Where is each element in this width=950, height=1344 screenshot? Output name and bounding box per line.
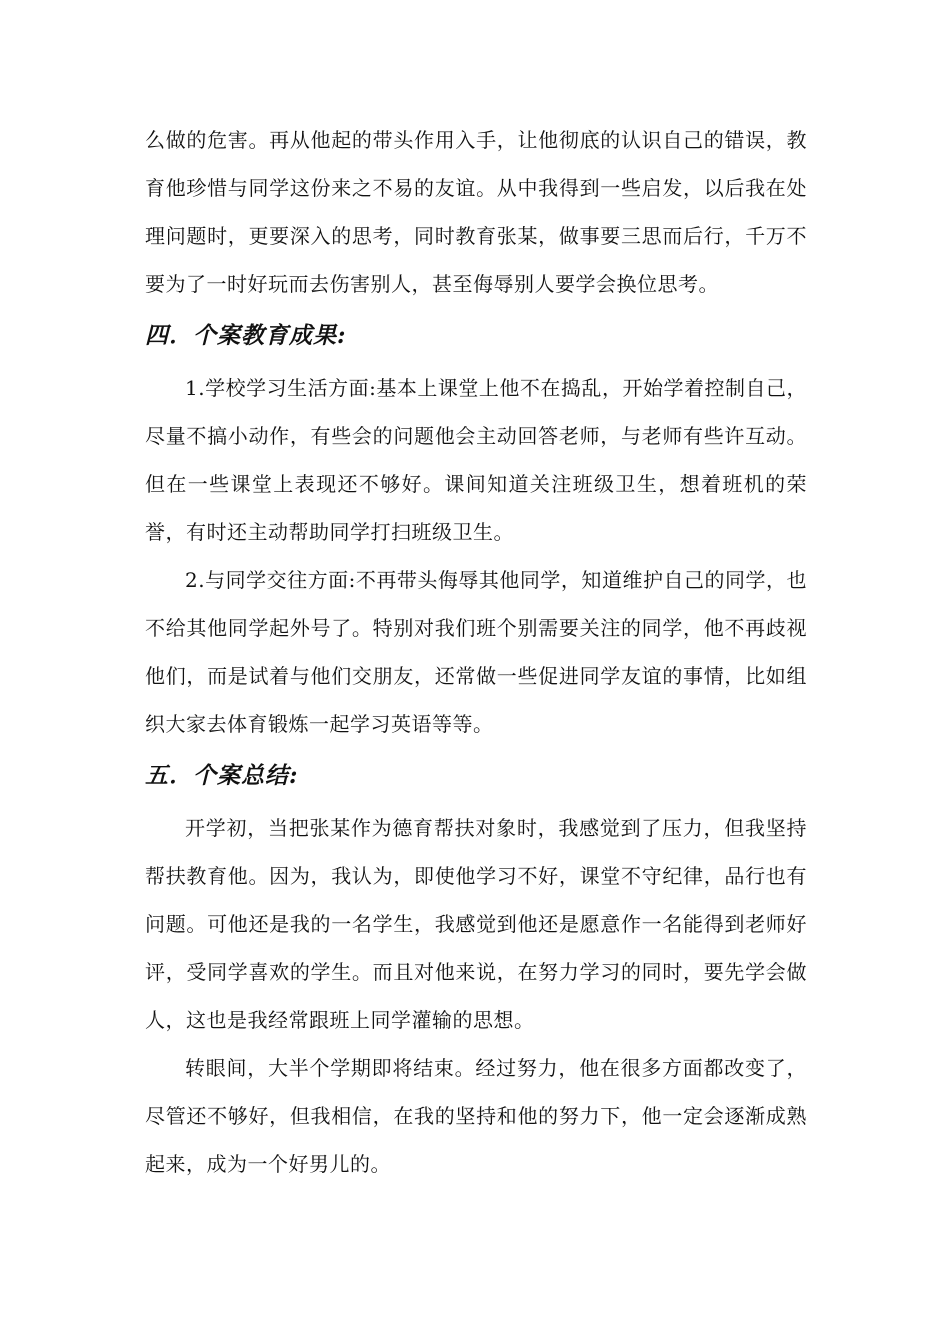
paragraph-summary-2: 转眼间，大半个学期即将结束。经过努力，他在很多方面都改变了，尽管还不够好，但我相信，在我的坚持和他的努力下，他一定会逐渐成熟起来，成为一个好男儿的。 [145, 1056, 807, 1176]
document-body [145, 116, 807, 1188]
paragraph-summary-1: 开学初，当把张某作为德育帮扶对象时，我感觉到了压力，但我坚持帮扶教育他。因为，我认为，即使他学习不好，课堂不守纪律，品行也有问题。可他还是我的一名学生，我感觉到他还是愿意作一名能得到老师好评，受同学喜欢的学生。而且对他来说，在努力学习的同时，要先学会做人，这也是我经常跟班上同学灌输的思想。 [145, 816, 807, 1032]
paragraph-continuation: 么做的危害。再从他起的带头作用入手，让他彻底的认识自己的错误，教育他珍惜与同学这份来之不易的友谊。从中我得到一些启发，以后我在处理问题时，更要深入的思考，同时教育张某，做事要三思而后行，千万不要为了一时好玩而去伤害别人，甚至侮辱别人要学会换位思考。 [145, 128, 807, 296]
section-heading-summary: 五．个案总结: [145, 762, 299, 789]
section-heading-outcomes: 四．个案教育成果: [145, 322, 347, 349]
paragraph-outcome-peer-relations: 2.与同学交往方面:不再带头侮辱其他同学，知道维护自己的同学，也不给其他同学起外号了。特别对我们班个别需要关注的同学，他不再歧视他们，而是试着与他们交朋友，还常做一些促进同学友谊的事情，比如组织大家去体育锻炼一起学习英语等等。 [145, 568, 807, 736]
paragraph-outcome-school-life: 1.学校学习生活方面:基本上课堂上他不在捣乱，开始学着控制自己，尽量不搞小动作，有些会的问题他会主动回答老师，与老师有些许互动。但在一些课堂上表现还不够好。课间知道关注班级卫生，想着班机的荣誉，有时还主动帮助同学打扫班级卫生。 [145, 376, 807, 544]
